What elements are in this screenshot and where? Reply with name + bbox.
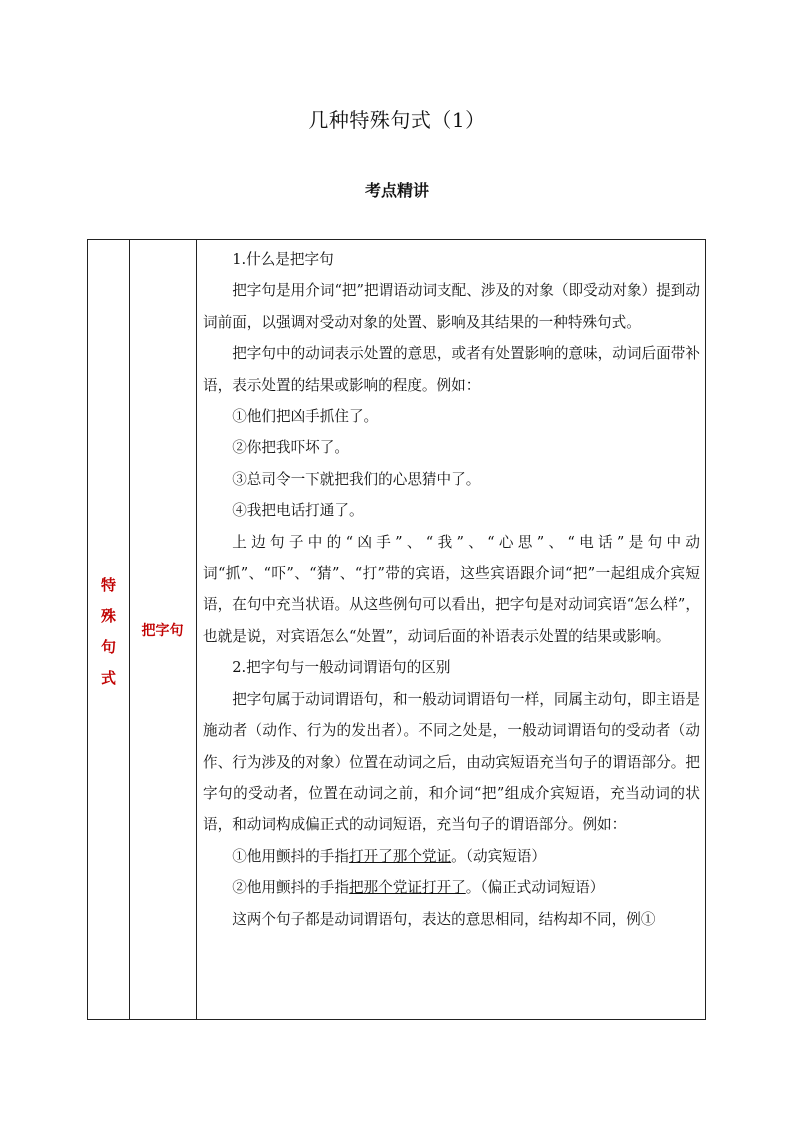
category-char: 句	[100, 638, 116, 656]
example-note: 。（偏正式动词短语）	[465, 879, 605, 897]
example-sentence: ①他们把凶手抓住了。	[232, 408, 379, 426]
subcategory-label: 把字句	[141, 623, 184, 639]
category-char: 特	[100, 576, 116, 594]
underlined-phrase: 把那个党证打开了	[348, 879, 466, 897]
example-sentence: ④我把电话打通了。	[232, 502, 364, 520]
category-label	[88, 570, 129, 694]
example-sentence	[203, 841, 700, 872]
example-sentence: ②你把我吓坏了。	[232, 439, 349, 457]
category-char: 殊	[100, 607, 116, 625]
paragraph: 把字句是用介词“把”把谓语动词支配、涉及的对象（即受动对象）提到动词前面，以强调对受动对象的处置、影响及其结果的一种特殊句式。	[203, 282, 700, 331]
paragraph: 把字句中的动词表示处置的意思，或者有处置影响的意味，动词后面带补语，表示处置的结果或影响的程度。例如：	[203, 345, 700, 394]
example-text: ①他用颤抖的手指	[232, 847, 349, 865]
example-sentence	[203, 872, 700, 903]
paragraph: 这两个句子都是动词谓语句，表达的意思相同，结构却不同，例①	[232, 910, 656, 928]
example-note: 。（动宾短语）	[451, 847, 546, 865]
section-subtitle: 考点精讲	[364, 181, 429, 200]
example-sentence: ③总司令一下就把我们的心思猜中了。	[232, 470, 481, 488]
paragraph: 上边句子中的“凶手”、“我”、“心思”、“电话”是句中动词“抓”、“吓”、“猜”、“打”带的宾语，这些宾语跟介词“把”一起组成介宾短语，在句中充当状语。从这些例句可以看出，把字句是对动词宾语“怎么样”，也就是说，对宾语怎么“处置”，动词后面的补语表示处置的结果或影响。	[203, 533, 700, 645]
example-text: ②他用颤抖的手指	[232, 879, 349, 897]
category-char: 式	[100, 669, 116, 687]
section-heading: 1.什么是把字句	[232, 251, 334, 268]
content-table	[87, 239, 706, 1020]
section-heading: 2.把字句与一般动词谓语句的区别	[232, 659, 451, 677]
paragraph: 把字句属于动词谓语句，和一般动词谓语句一样，同属主动句，即主语是施动者（动作、行为的发出者）。不同之处是，一般动词谓语句的受动者（动作、行为涉及的对象）位置在动词之后，由动宾短语充当句子的谓语部分。把字句的受动者，位置在动词之前，和介词“把”组成介宾短语，充当动词的状语，和动词构成偏正式的动词短语，充当句子的谓语部分。例如：	[203, 690, 700, 834]
content-body	[203, 244, 700, 935]
underlined-phrase: 打开了那个党证	[348, 847, 452, 865]
column-divider	[196, 240, 197, 1019]
page-title: 几种特殊句式（1）	[308, 108, 486, 132]
